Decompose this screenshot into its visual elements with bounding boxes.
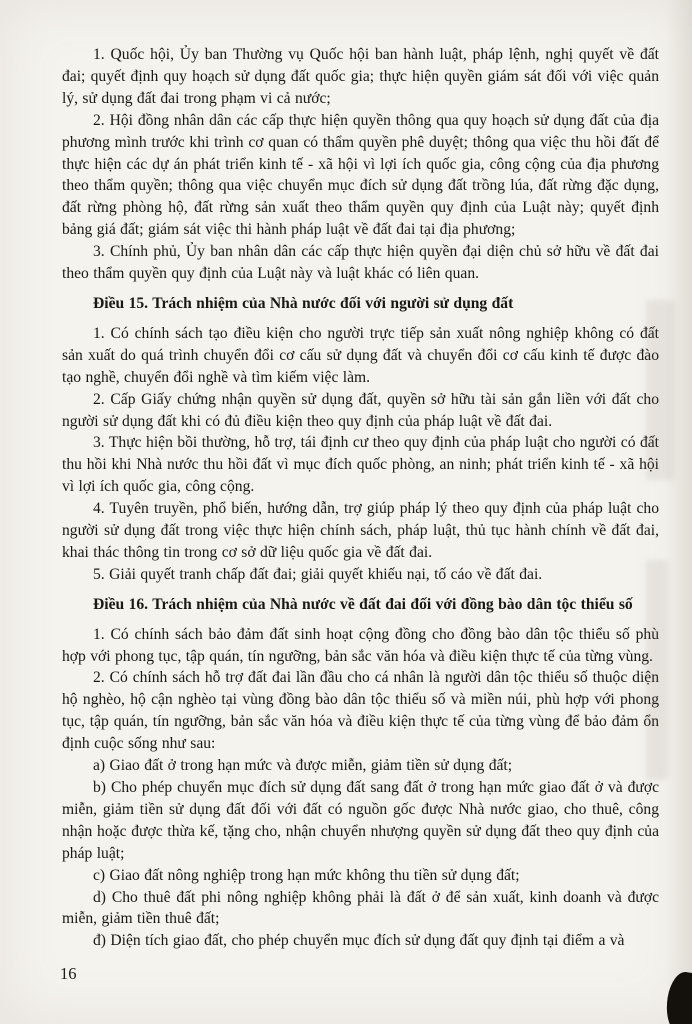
legal-paragraph: 2. Hội đồng nhân dân các cấp thực hiện quyền thông qua quy hoạch sử dụng đất của địa phương mình trước khi trình cơ quan có thẩm quyền phê duyệt; thông qua việc thu hồi đất để thực hiện các dự án phát triển kinh tế - xã hội vì lợi ích quốc gia, công cộng của địa phương theo thẩm quyền; thông qua việc chuyển mục đích sử dụng đất trồng lúa, đất rừng đặc dụng, đất rừng phòng hộ, đất rừng sản xuất theo thẩm quyền quy định của Luật này; quyết định bảng giá đất; giám sát việc thi hành pháp luật về đất đai tại địa phương; (62, 111, 659, 239)
scan-bleed-artifact (646, 300, 674, 480)
page-content (62, 44, 659, 952)
legal-paragraph: 3. Chính phủ, Ủy ban nhân dân các cấp thực hiện quyền đại diện chủ sở hữu về đất đai theo thẩm quyền quy định của Luật này và luật khác có liên quan. (62, 243, 659, 283)
scan-edge-shading (666, 0, 692, 1024)
legal-paragraph: 1. Có chính sách bảo đảm đất sinh hoạt cộng đồng cho đồng bào dân tộc thiểu số phù hợp với phong tục, tập quán, tín ngưỡng, bản sắc văn hóa và điều kiện thực tế của từng vùng. (62, 625, 659, 665)
page-number: 16 (60, 964, 77, 983)
legal-paragraph: 2. Có chính sách hỗ trợ đất đai lần đầu cho cá nhân là người dân tộc thiểu số thuộc diện hộ nghèo, hộ cận nghèo tại vùng đồng bào dân tộc thiểu số và miền núi, phù hợp với phong tục, tập quán, tín ngưỡng, bản sắc văn hóa và điều kiện thực tế của từng vùng để bảo đảm ổn định cuộc sống như sau: (62, 669, 659, 753)
legal-list-item: d) Cho thuê đất phi nông nghiệp không phải là đất ở để sản xuất, kinh doanh và được miễn, giảm tiền thuê đất; (62, 888, 659, 928)
legal-paragraph: 1. Quốc hội, Ủy ban Thường vụ Quốc hội ban hành luật, pháp lệnh, nghị quyết về đất đai; quyết định quy hoạch sử dụng đất quốc gia; thực hiện quyền giám sát đối với việc quản lý, sử dụng đất đai trong phạm vi cả nước; (62, 46, 659, 107)
article-heading-dieu-16: Điều 16. Trách nhiệm của Nhà nước về đất đai đối với đồng bào dân tộc thiểu số (93, 595, 633, 613)
legal-list-item: b) Cho phép chuyển mục đích sử dụng đất sang đất ở trong hạn mức giao đất ở và được miễn, giảm tiền sử dụng đất đối với đất có nguồn gốc được Nhà nước giao, cho thuê, công nhận hoặc được thừa kế, tặng cho, nhận chuyển nhượng quyền sử dụng đất theo quy định của pháp luật; (62, 779, 659, 862)
legal-paragraph: 3. Thực hiện bồi thường, hỗ trợ, tái định cư theo quy định của pháp luật cho người có đất thu hồi khi Nhà nước thu hồi đất vì mục đích quốc phòng, an ninh; phát triển kinh tế - xã hội vì lợi ích quốc gia, công cộng. (62, 434, 659, 496)
scan-bleed-artifact (646, 560, 668, 780)
legal-paragraph: 4. Tuyên truyền, phổ biến, hướng dẫn, trợ giúp pháp lý theo quy định của pháp luật cho người sử dụng đất trong việc thực hiện chính sách, pháp luật, thủ tục hành chính về đất đai, khai thác thông tin trong cơ sở dữ liệu quốc gia về đất đai. (62, 500, 659, 561)
legal-paragraph: 1. Có chính sách tạo điều kiện cho người trực tiếp sản xuất nông nghiệp không có đất sản xuất do quá trình chuyển đổi cơ cấu sử dụng đất và chuyển đổi cơ cấu kinh tế được đào tạo nghề, chuyển đổi nghề và tìm kiếm việc làm. (62, 324, 659, 386)
legal-list-item: a) Giao đất ở trong hạn mức và được miễn, giảm tiền sử dụng đất; (93, 757, 513, 775)
legal-list-item: c) Giao đất nông nghiệp trong hạn mức không thu tiền sử dụng đất; (93, 866, 520, 884)
article-heading-dieu-15: Điều 15. Trách nhiệm của Nhà nước đối với người sử dụng đất (93, 294, 514, 312)
legal-paragraph: 2. Cấp Giấy chứng nhận quyền sử dụng đất, quyền sở hữu tài sản gắn liền với đất cho người sử dụng đất khi có đủ điều kiện theo quy định của pháp luật về đất đai. (62, 390, 659, 430)
legal-paragraph: 5. Giải quyết tranh chấp đất đai; giải quyết khiếu nại, tố cáo về đất đai. (93, 565, 543, 583)
legal-list-item: đ) Diện tích giao đất, cho phép chuyển mục đích sử dụng đất quy định tại điểm a và (93, 932, 625, 950)
